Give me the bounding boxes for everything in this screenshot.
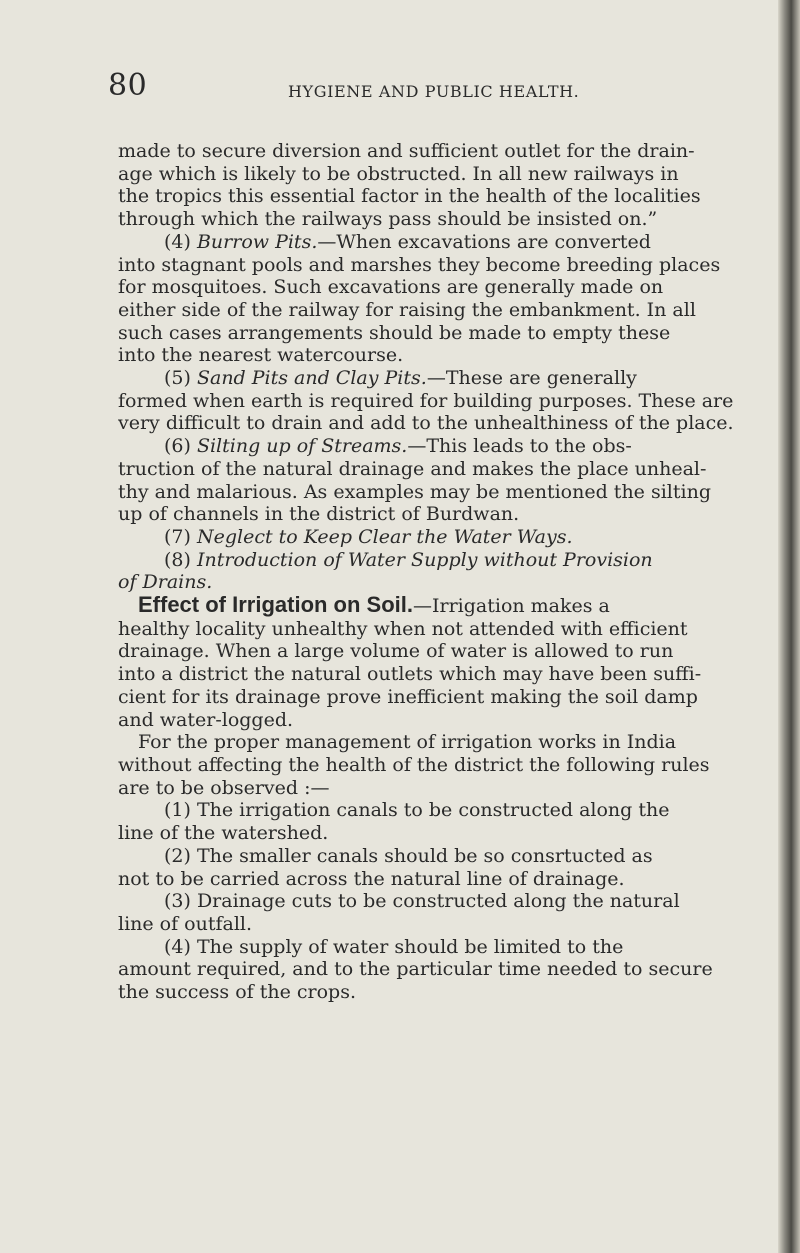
text-line: for mosquitoes. Such excavations are generally made on [118, 276, 664, 299]
text-line: the tropics this essential factor in the health of the localities [118, 185, 701, 208]
page-number: 80 [108, 68, 148, 103]
text-line: not to be carried across the natural line of drainage. [118, 867, 625, 890]
text-line: up of channels in the district of Burdwan. [118, 503, 520, 526]
rule-line: (3) Drainage cuts to be constructed along the natural [164, 890, 680, 913]
text-line: For the proper management of irrigation works in India [138, 731, 677, 754]
text-line: made to secure diversion and sufficient outlet for the drain- [118, 140, 695, 162]
text-line [118, 231, 768, 254]
rule-line: (2) The smaller canals should be so consrtucted as [164, 844, 653, 867]
text-line: through which the railways pass should be insisted on.” [118, 208, 658, 231]
item-number: (8) [164, 548, 191, 571]
text-line: without affecting the health of the district the following rules [118, 753, 710, 776]
text-line: cient for its drainage prove inefficient making the soil damp [118, 685, 698, 708]
text-line: truction of the natural drainage and makes the place unheal- [118, 457, 707, 480]
text-line: drainage. When a large volume of water is allowed to run [118, 640, 674, 663]
text-line: the success of the crops. [118, 981, 356, 1004]
item-title: Burrow Pits. [196, 230, 318, 253]
item-text: —When excavations are converted [317, 230, 651, 253]
text-line: either side of the railway for raising the embankment. In all [118, 298, 696, 321]
text-line: line of the watershed. [118, 822, 329, 845]
item-title: Silting up of Streams. [196, 435, 408, 458]
text-line: into stagnant pools and marshes they become breeding places [118, 253, 721, 276]
item-number: (4) [164, 230, 191, 253]
text-line [118, 435, 768, 458]
text-line [118, 571, 768, 594]
rule-line: (1) The irrigation canals to be constructed along the [164, 799, 670, 822]
page-header [108, 68, 758, 116]
text-line: thy and malarious. As examples may be mentioned the silting [118, 480, 711, 503]
section-text: —Irrigation makes a [413, 595, 610, 618]
rule-line: (4) The supply of water should be limited to the [164, 935, 624, 958]
text-line: age which is likely to be obstructed. In all new railways in [118, 162, 679, 185]
text-line: very difficult to drain and add to the unhealthiness of the place. [118, 412, 734, 435]
item-title: Sand Pits and Clay Pits. [196, 367, 427, 390]
text-line: into a district the natural outlets which may have been suffi- [118, 663, 702, 686]
body-text [118, 140, 768, 1004]
text-line [118, 526, 768, 549]
text-line: such cases arrangements should be made to empty these [118, 321, 671, 344]
page-edge-shadow [778, 0, 800, 1253]
text-line: line of outfall. [118, 912, 253, 935]
text-line: amount required, and to the particular time needed to secure [118, 958, 713, 981]
item-title-continued: of Drains. [118, 571, 213, 594]
text-line: formed when earth is required for building purposes. These are [118, 389, 734, 412]
item-number: (5) [164, 367, 191, 390]
item-text: —These are generally [426, 367, 637, 390]
item-number: (6) [164, 435, 191, 458]
text-line [118, 594, 768, 618]
text-line [118, 367, 768, 390]
item-title: Introduction of Water Supply without Provision [196, 548, 653, 571]
text-line [118, 549, 768, 572]
item-text: —This leads to the obs- [407, 435, 632, 458]
item-title: Neglect to Keep Clear the Water Ways. [196, 525, 573, 548]
text-line: healthy locality unhealthy when not attended with efficient [118, 617, 688, 640]
text-line: into the nearest watercourse. [118, 344, 404, 367]
text-line: and water-logged. [118, 708, 294, 731]
item-number: (7) [164, 525, 191, 548]
text-line: are to be observed :— [118, 776, 330, 799]
running-head: HYGIENE AND PUBLIC HEALTH. [288, 82, 580, 101]
section-heading: Effect of Irrigation on Soil. [138, 594, 413, 618]
